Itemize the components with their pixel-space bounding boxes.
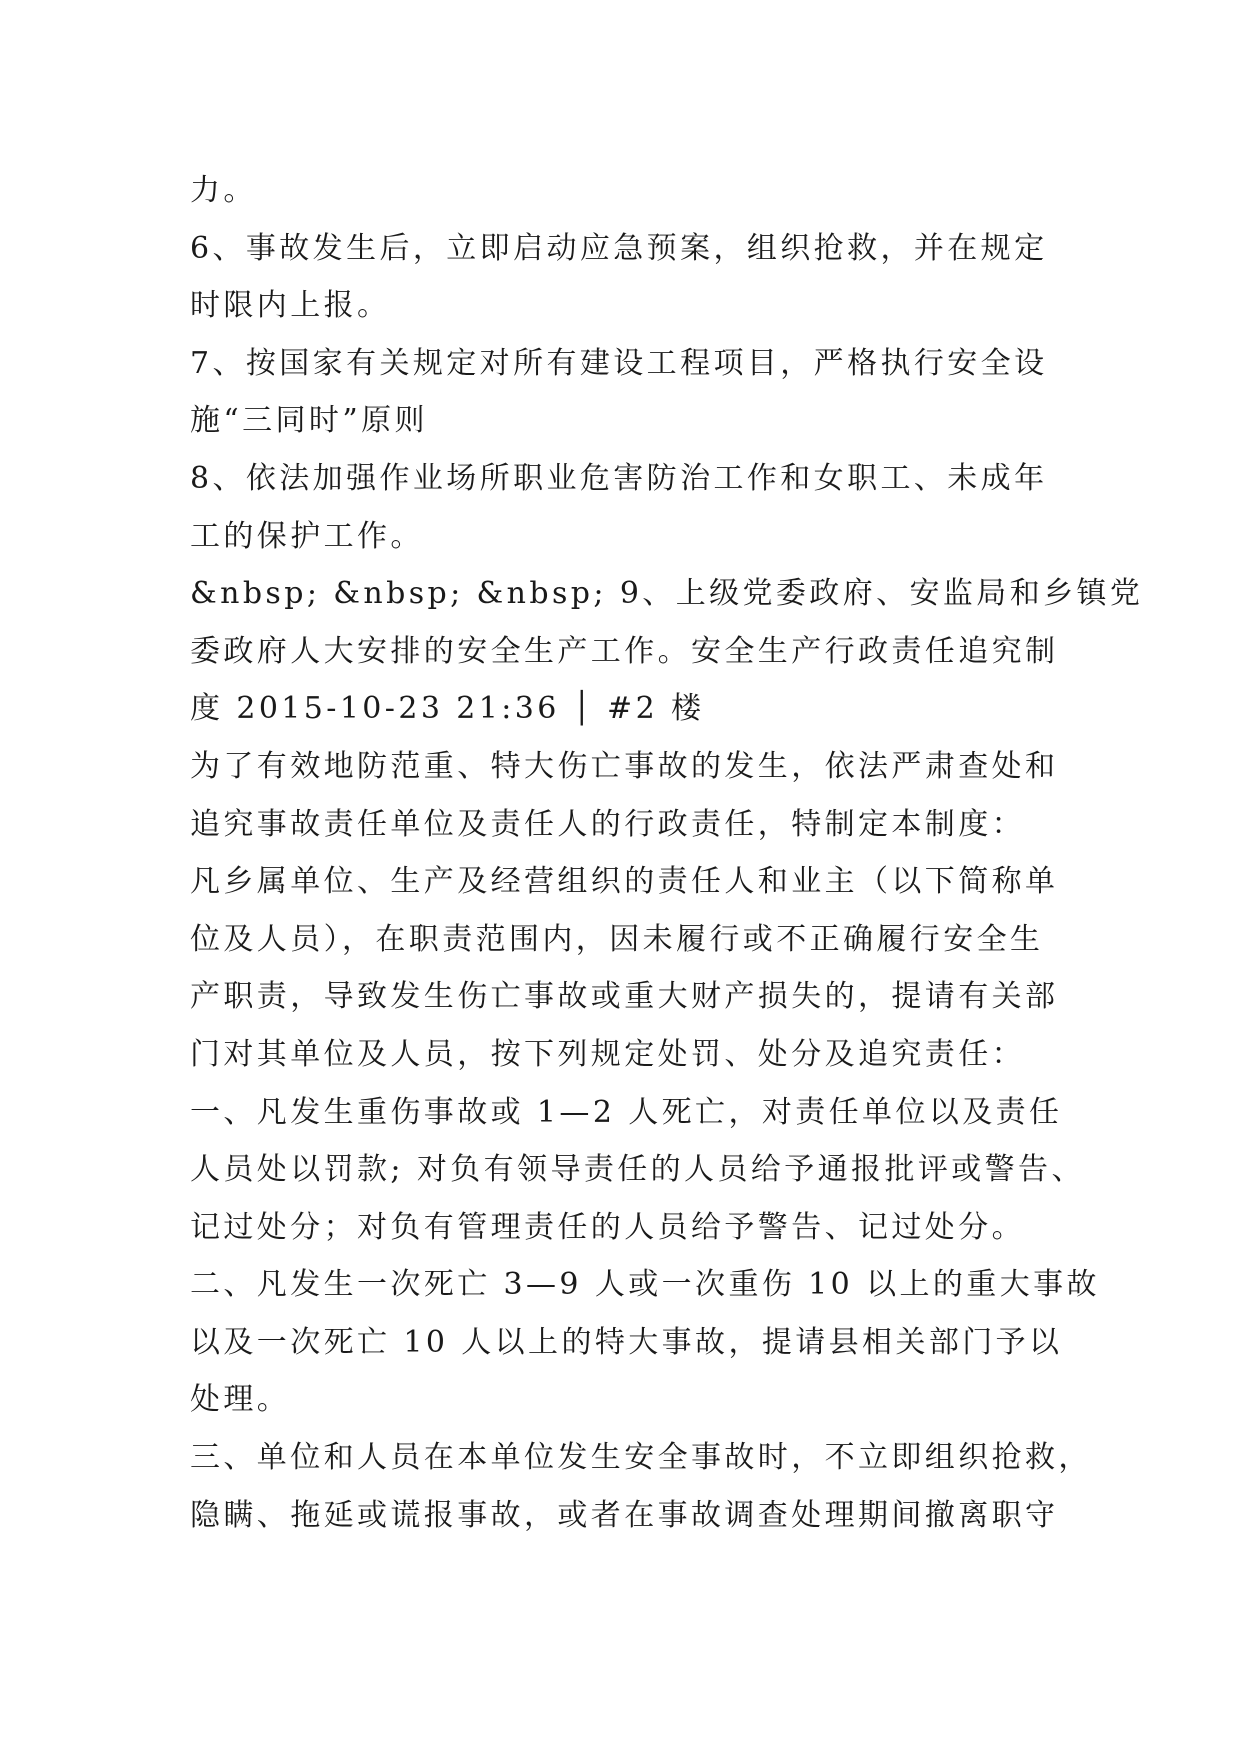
text-line: 6、事故发生后，立即启动应急预案，组织抢救，并在规定 [190,230,1048,266]
text-line: 为了有效地防范重、特大伤亡事故的发生，依法严肃查处和 [190,748,1059,784]
text-line: 处理。 [190,1382,291,1418]
text-line: 产职责，导致发生伤亡事故或重大财产损失的，提请有关部 [190,979,1059,1015]
text-line: 三、单位和人员在本单位发生安全事故时，不立即组织抢救， [190,1440,1092,1476]
text-line: 位及人员），在职责范围内，因未履行或不正确履行安全生 [190,921,1044,957]
text-line: &nbsp; &nbsp; &nbsp; 9、上级党委政府、安监局和乡镇党 [190,576,1144,612]
text-line: 人员处以罚款; 对负有领导责任的人员给予通报批评或警告、 [190,1152,1085,1188]
text-line: 8、依法加强作业场所职业危害防治工作和女职工、未成年 [190,460,1048,496]
text-line: 度 2015-10-23 21:36 │ #2 楼 [190,691,705,727]
text-line: 一、凡发生重伤事故或 1—2 人死亡，对责任单位以及责任 [190,1094,1063,1130]
document-body [190,162,1144,1544]
text-line: 力。 [190,173,257,208]
text-line: 凡乡属单位、生产及经营组织的责任人和业主（以下简称单 [190,864,1059,900]
text-line: 二、凡发生一次死亡 3—9 人或一次重伤 10 以上的重大事故 [190,1267,1100,1303]
text-line: 委政府人大安排的安全生产工作。安全生产行政责任追究制 [190,633,1059,669]
text-line: 追究事故责任单位及责任人的行政责任，特制定本制度： [190,806,1025,842]
text-line: 7、按国家有关规定对所有建设工程项目，严格执行安全设 [190,345,1048,381]
text-line: 门对其单位及人员，按下列规定处罚、处分及追究责任： [190,1036,1025,1072]
text-line: 记过处分；对负有管理责任的人员给予警告、记过处分。 [190,1209,1025,1245]
text-line: 隐瞒、拖延或谎报事故，或者在事故调查处理期间撤离职守 [190,1497,1059,1533]
text-line: 以及一次死亡 10 人以上的特大事故，提请县相关部门予以 [190,1324,1063,1360]
text-line: 工的保护工作。 [190,518,424,554]
text-line: 时限内上报。 [190,288,391,324]
text-line: 施“三同时”原则 [190,403,428,439]
